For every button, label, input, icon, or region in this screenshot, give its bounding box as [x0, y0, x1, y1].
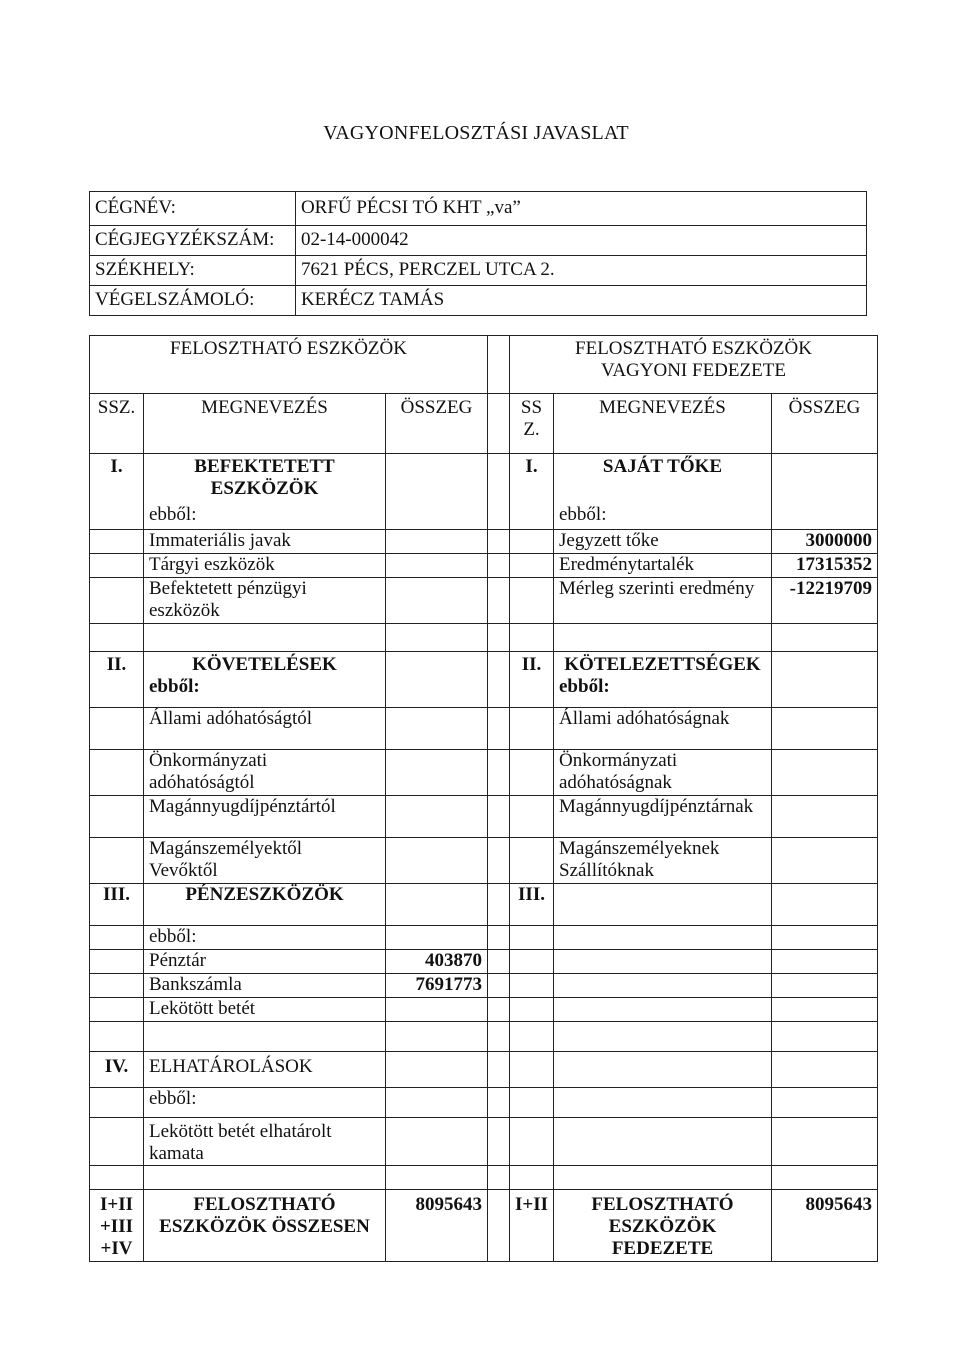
section-number: I.	[90, 454, 144, 530]
spacer-cell	[488, 454, 510, 530]
header-megnevezes: MEGNEVEZÉS	[144, 394, 386, 454]
ebbol-label: ebből:	[149, 676, 200, 697]
item-label-line: Magánszemélyektől	[149, 838, 303, 859]
total-label-line: ESZKÖZÖK	[608, 1216, 717, 1237]
section-title-cell	[144, 454, 386, 530]
item-label: Lekötött betét	[144, 998, 386, 1022]
item-label-right: Jegyzett tőke	[554, 530, 772, 554]
total-number	[90, 1190, 144, 1262]
header-ssz-right-line: Z.	[523, 419, 540, 440]
distribution-table	[89, 335, 878, 1262]
section-title: PÉNZESZKÖZÖK	[144, 884, 386, 926]
item-amount: 403870	[386, 950, 488, 974]
section-title: ELHATÁROLÁSOK	[144, 1052, 386, 1088]
item-label-right: Mérleg szerinti eredmény	[554, 578, 772, 624]
total-label-line: ESZKÖZÖK ÖSSZESEN	[159, 1216, 370, 1237]
item-label-line: eszközök	[149, 600, 220, 621]
total-label-line: FELOSZTHATÓ	[591, 1194, 734, 1215]
ebbol-label: ebből:	[559, 504, 607, 525]
item-amount-right: 17315352	[772, 554, 878, 578]
item-label: Magánnyugdíjpénztártól	[144, 796, 386, 838]
section-number-right: II.	[510, 652, 554, 708]
item-label-right: Eredménytartalék	[554, 554, 772, 578]
item-label-right: Magánnyugdíjpénztárnak	[554, 796, 772, 838]
item-label	[144, 750, 386, 796]
section-title: ESZKÖZÖK	[210, 478, 319, 499]
item-label-line: adóhatóságnak	[559, 772, 672, 793]
right-title-line: VAGYONI FEDEZETE	[601, 360, 786, 381]
total-number-right: I+II	[510, 1190, 554, 1262]
item-label-line: Befektetett pénzügyi	[149, 578, 307, 599]
section-title: KÖVETELÉSEK	[192, 654, 337, 675]
header-osszeg: ÖSSZEG	[386, 394, 488, 454]
item-label-line: Magánszemélyeknek	[559, 838, 720, 859]
section-title-cell	[144, 652, 386, 708]
total-amount: 8095643	[386, 1190, 488, 1262]
header-ssz: SSZ.	[90, 394, 144, 454]
info-value: KERÉCZ TAMÁS	[295, 286, 866, 316]
info-label: CÉGJEGYZÉKSZÁM:	[90, 226, 296, 256]
section-number: II.	[90, 652, 144, 708]
total-amount-right: 8095643	[772, 1190, 878, 1262]
item-label: Immateriális javak	[144, 530, 386, 554]
header-ssz-right	[510, 394, 554, 454]
info-value: ORFŰ PÉCSI TÓ KHT „va”	[295, 192, 866, 226]
section-title: BEFEKTETETT	[194, 456, 335, 477]
info-label: VÉGELSZÁMOLÓ:	[90, 286, 296, 316]
header-osszeg-right: ÖSSZEG	[772, 394, 878, 454]
item-label: Állami adóhatóságtól	[144, 708, 386, 750]
ebbol-label: ebből:	[149, 504, 197, 525]
item-label-line: adóhatóságtól	[149, 772, 255, 793]
item-label-right	[554, 750, 772, 796]
document-title: VAGYONFELOSZTÁSI JAVASLAT	[323, 122, 629, 144]
ebbol-label: ebből:	[144, 1088, 386, 1118]
item-amount: 7691773	[386, 974, 488, 998]
info-row	[90, 226, 867, 256]
amount-cell	[386, 454, 488, 530]
right-title-line: FELOSZTHATÓ ESZKÖZÖK	[575, 338, 812, 359]
total-number-line: I+II	[99, 1194, 133, 1215]
item-label-right	[554, 838, 772, 884]
total-label-line: FELOSZTHATÓ	[193, 1194, 336, 1215]
item-label: Pénztár	[144, 950, 386, 974]
company-info-table	[89, 191, 867, 316]
spacer-cell	[488, 336, 510, 394]
section-number-right: III.	[510, 884, 554, 926]
section-title-cell-right	[554, 652, 772, 708]
header-ssz-right-line: SS	[520, 397, 543, 418]
info-row	[90, 256, 867, 286]
spacer-cell	[488, 394, 510, 454]
ebbol-label: ebből:	[144, 926, 386, 950]
item-amount-right: -12219709	[772, 578, 878, 624]
item-label-line: Szállítóknak	[559, 860, 654, 881]
item-label-line: Vevőktől	[149, 860, 218, 881]
item-label-line: Önkormányzati	[149, 750, 268, 771]
total-number-line: +III	[99, 1216, 133, 1237]
info-row	[90, 286, 867, 316]
left-section-title: FELOSZTHATÓ ESZKÖZÖK	[90, 336, 488, 394]
section-number: IV.	[90, 1052, 144, 1088]
info-label: SZÉKHELY:	[90, 256, 296, 286]
item-label: Bankszámla	[144, 974, 386, 998]
section-title-right: KÖTELEZETTSÉGEK	[564, 654, 761, 675]
total-label-line: FEDEZETE	[611, 1238, 714, 1259]
total-label-right	[554, 1190, 772, 1262]
info-value: 02-14-000042	[295, 226, 866, 256]
info-label: CÉGNÉV:	[90, 192, 296, 226]
header-megnevezes-right: MEGNEVEZÉS	[554, 394, 772, 454]
ebbol-label: ebből:	[559, 676, 610, 697]
item-label-line: Önkormányzati	[559, 750, 678, 771]
item-label-line: kamata	[149, 1143, 204, 1164]
item-amount-right: 3000000	[772, 530, 878, 554]
section-number-right: I.	[510, 454, 554, 530]
total-label	[144, 1190, 386, 1262]
item-amount	[386, 998, 488, 1022]
info-row	[90, 192, 867, 226]
info-value: 7621 PÉCS, PERCZEL UTCA 2.	[295, 256, 866, 286]
section-title-cell-right	[554, 454, 772, 530]
total-number-line: +IV	[100, 1238, 133, 1259]
item-label	[144, 838, 386, 884]
right-section-title	[510, 336, 878, 394]
item-label	[144, 1118, 386, 1166]
item-label-right: Állami adóhatóságnak	[554, 708, 772, 750]
section-title-right: SAJÁT TŐKE	[602, 456, 723, 477]
section-number: III.	[90, 884, 144, 926]
item-label-line: Lekötött betét elhatárolt	[149, 1121, 332, 1142]
item-label: Tárgyi eszközök	[144, 554, 386, 578]
item-label	[144, 578, 386, 624]
amount-cell	[772, 454, 878, 530]
